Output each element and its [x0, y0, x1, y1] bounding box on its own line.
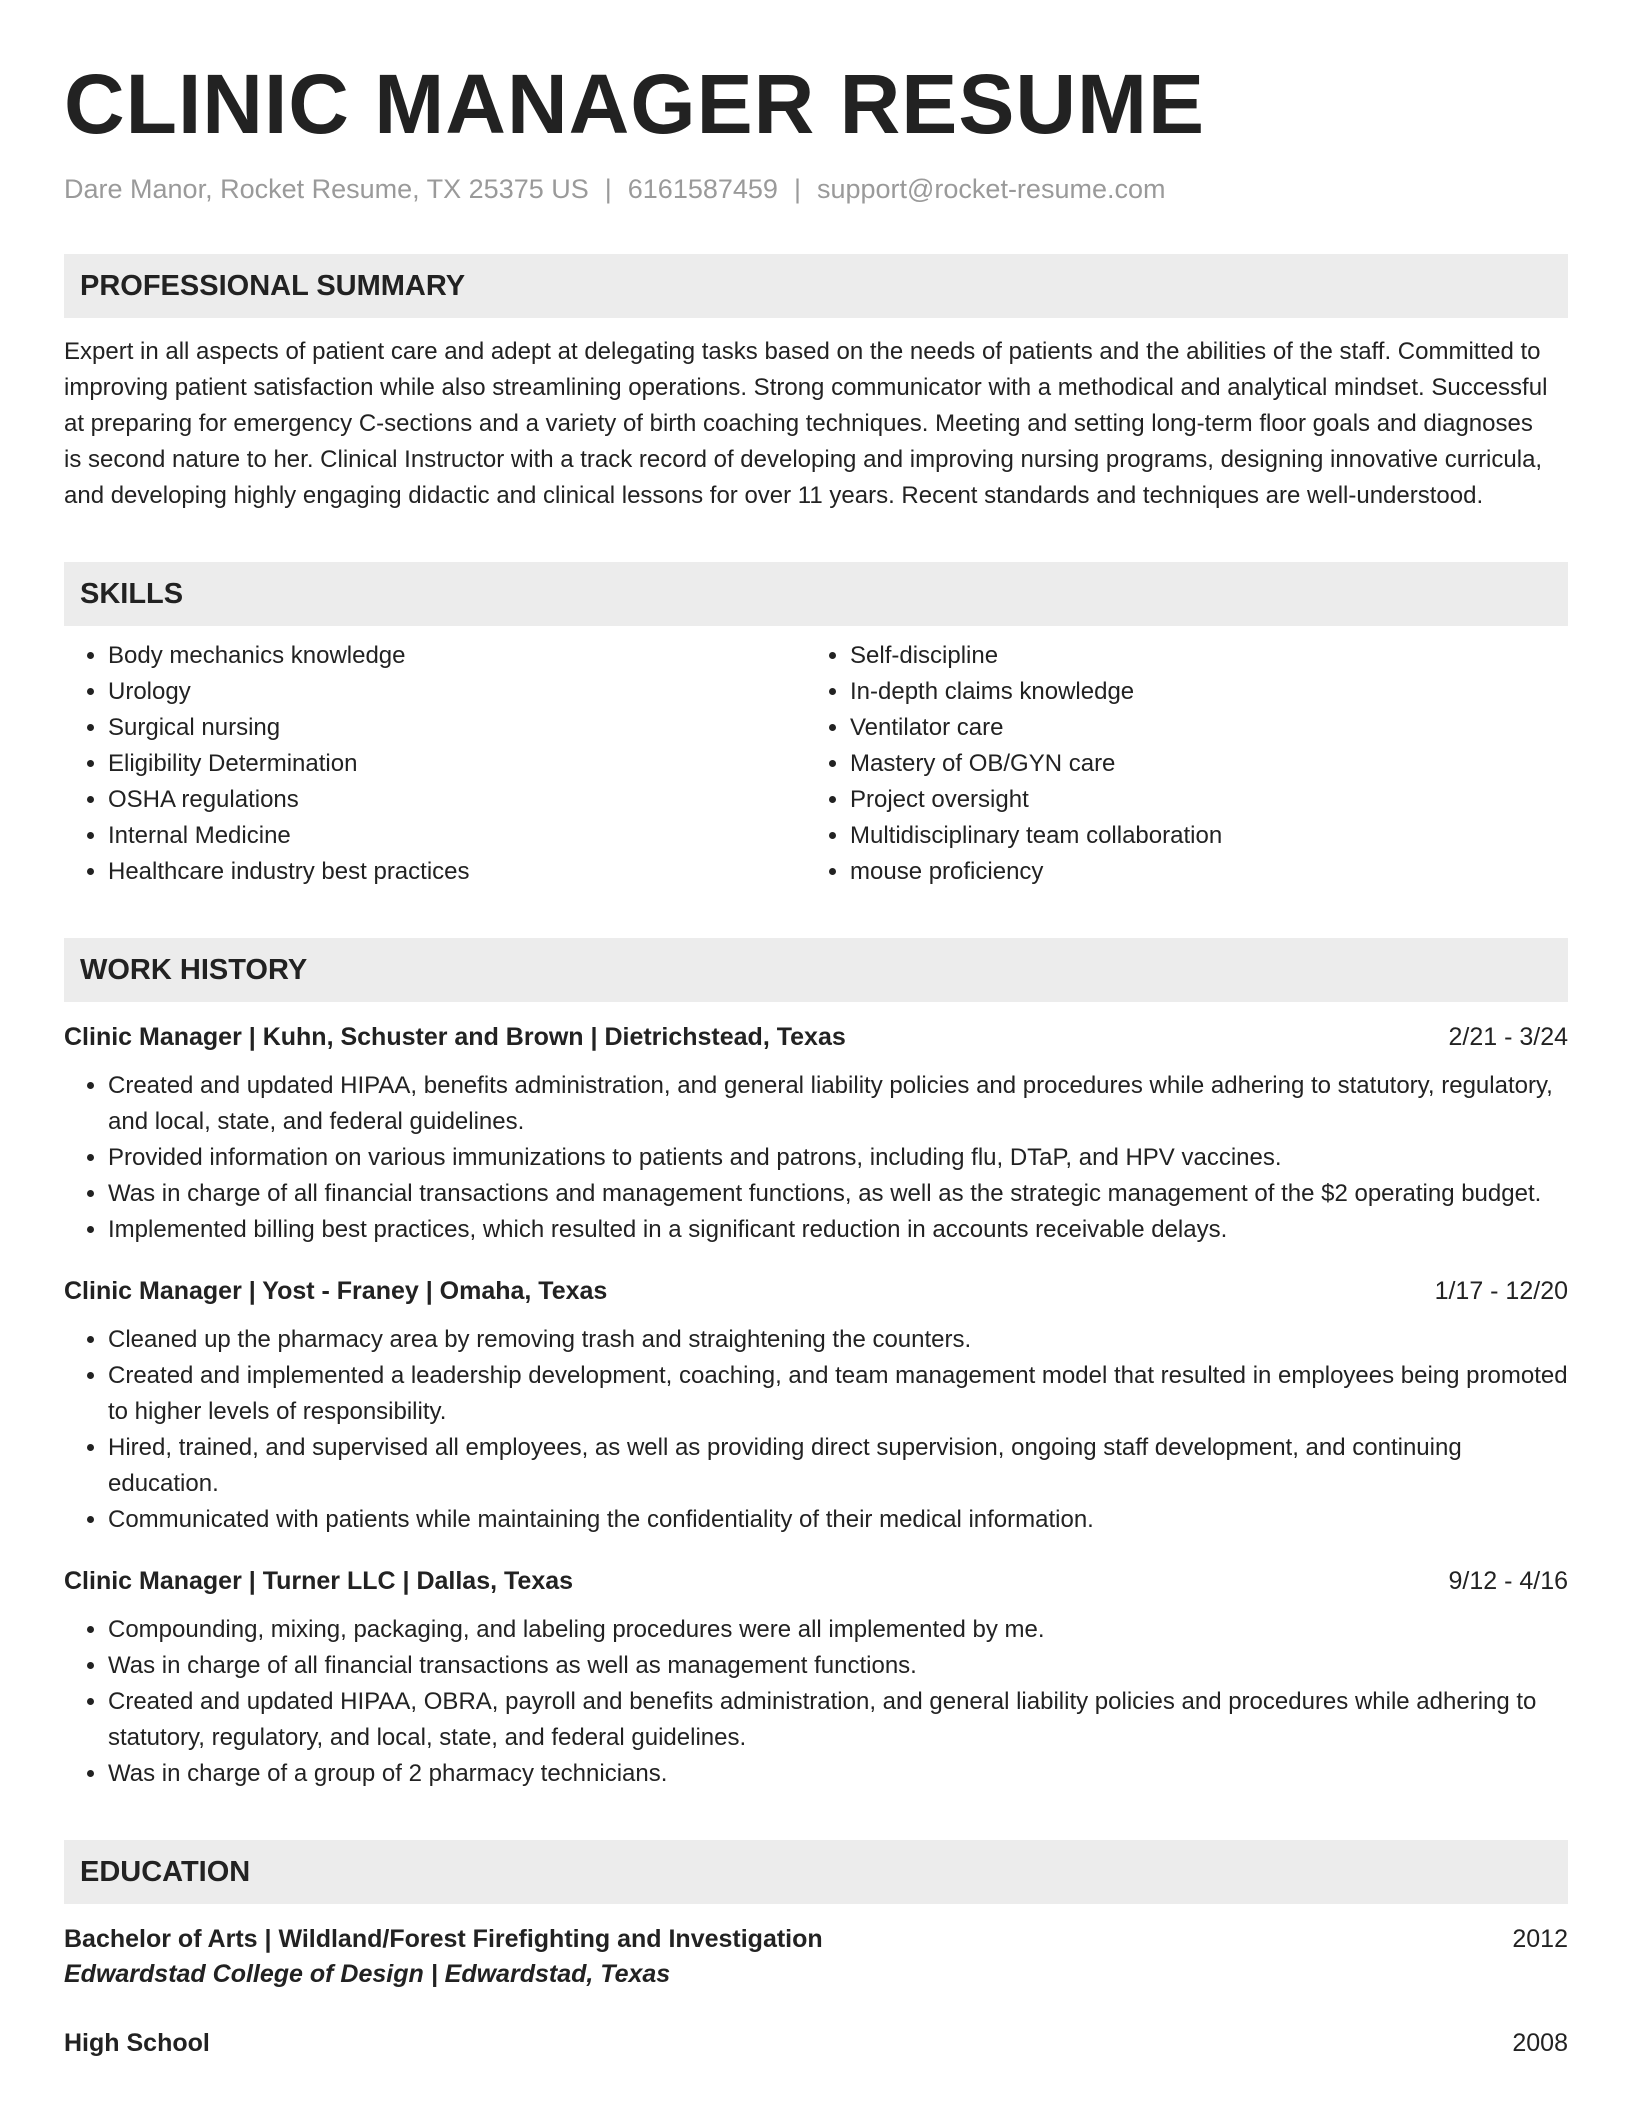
job-bullet: • Cleaned up the pharmacy area by removing trash and straightening the counters. — [108, 1322, 1568, 1358]
job-entry — [64, 1274, 1568, 1538]
contact-separator: | — [793, 174, 801, 204]
contact-line — [64, 172, 1568, 206]
job-bullet: • Created and updated HIPAA, benefits administration, and general liability policies and procedures while adhering to statutory, regulatory, and local, state, and federal guidelines. — [108, 1068, 1568, 1140]
skill-item: • Internal Medicine — [108, 818, 806, 854]
job-bullets — [64, 1612, 1568, 1792]
job-bullets — [64, 1068, 1568, 1248]
section-heading-education: EDUCATION — [64, 1840, 1568, 1904]
resume-title: CLINIC MANAGER RESUME — [64, 57, 1206, 151]
job-entry — [64, 1564, 1568, 1792]
job-bullet: • Implemented billing best practices, which resulted in a significant reduction in accounts receivable delays. — [108, 1212, 1568, 1248]
education-degree: Bachelor of Arts | Wildland/Forest Firefighting and Investigation — [64, 1925, 823, 1953]
skill-item: • Self-discipline — [850, 638, 1548, 674]
skill-item: • Ventilator care — [850, 710, 1548, 746]
education-entry — [64, 2026, 1568, 2060]
skill-item: • Healthcare industry best practices — [108, 854, 806, 890]
job-bullet: • Was in charge of all financial transactions and management functions, as well as the strategic management of the $2 operating budget. — [108, 1176, 1568, 1212]
job-header — [64, 1564, 1568, 1598]
job-dates: 2/21 - 3/24 — [1448, 1023, 1568, 1051]
job-bullet: • Was in charge of all financial transactions as well as management functions. — [108, 1648, 1568, 1684]
education-year: 2008 — [1512, 2029, 1568, 2057]
contact-separator: | — [604, 174, 612, 204]
job-bullet: • Created and implemented a leadership development, coaching, and team management model that resulted in employees being promoted to higher levels of responsibility. — [108, 1358, 1568, 1430]
skill-item: • Urology — [108, 674, 806, 710]
job-title: Clinic Manager | Yost - Franey | Omaha, Texas — [64, 1277, 608, 1305]
skill-item: • OSHA regulations — [108, 782, 806, 818]
skill-item: • Body mechanics knowledge — [108, 638, 806, 674]
skill-item: • Eligibility Determination — [108, 746, 806, 782]
education-header — [64, 2026, 1568, 2060]
job-bullet: • Compounding, mixing, packaging, and labeling procedures were all implemented by me. — [108, 1612, 1568, 1648]
section-heading-summary: PROFESSIONAL SUMMARY — [64, 254, 1568, 318]
job-bullet: • Communicated with patients while maintaining the confidentiality of their medical information. — [108, 1502, 1568, 1538]
skill-item: • mouse proficiency — [850, 854, 1548, 890]
skill-item: • Surgical nursing — [108, 710, 806, 746]
job-title: Clinic Manager | Turner LLC | Dallas, Texas — [64, 1567, 574, 1595]
job-bullet: • Provided information on various immunizations to patients and patrons, including flu, DTaP, and HPV vaccines. — [108, 1140, 1568, 1176]
contact-address: Dare Manor, Rocket Resume, TX 25375 US — [64, 174, 589, 204]
education-year: 2012 — [1512, 1925, 1568, 1953]
skill-item: • Project oversight — [850, 782, 1548, 818]
job-dates: 9/12 - 4/16 — [1448, 1567, 1568, 1595]
job-bullet: • Created and updated HIPAA, OBRA, payroll and benefits administration, and general liability policies and procedures while adhering to statutory, regulatory, and local, state, and federal guidelines. — [108, 1684, 1568, 1756]
job-entry — [64, 1020, 1568, 1248]
education-degree: High School — [64, 2029, 210, 2057]
skill-item: • Multidisciplinary team collaboration — [850, 818, 1548, 854]
education-school: Edwardstad College of Design | Edwardstad, Texas — [64, 1960, 671, 1988]
skills-column-right — [806, 638, 1548, 890]
skills-list — [64, 638, 1568, 890]
job-dates: 1/17 - 12/20 — [1434, 1277, 1568, 1305]
skill-item: • Mastery of OB/GYN care — [850, 746, 1548, 782]
contact-email: support@rocket-resume.com — [816, 174, 1166, 204]
skill-item: • In-depth claims knowledge — [850, 674, 1548, 710]
education-header — [64, 1922, 1568, 1956]
contact-phone: 6161587459 — [627, 174, 778, 204]
job-bullet: • Was in charge of a group of 2 pharmacy technicians. — [108, 1756, 1568, 1792]
job-header — [64, 1020, 1568, 1054]
job-header — [64, 1274, 1568, 1308]
section-heading-skills: SKILLS — [64, 562, 1568, 626]
education-entry — [64, 1922, 1568, 1992]
section-heading-work: WORK HISTORY — [64, 938, 1568, 1002]
skills-column-left — [64, 638, 806, 890]
job-title: Clinic Manager | Kuhn, Schuster and Brown | Dietrichstead, Texas — [64, 1023, 846, 1051]
job-bullets — [64, 1322, 1568, 1538]
summary-text: Expert in all aspects of patient care and adept at delegating tasks based on the needs of patients and the abilities of the staff. Committed to improving patient satisfaction while also streamlining operations. Strong communicator with a methodical and analytical mindset. Successful at preparing for emergency C-sections and a variety of birth coaching techniques. Meeting and setting long-term floor goals and diagnoses is second nature to her. Clinical Instructor with a track record of developing and improving nursing programs, designing innovative curricula, and developing highly engaging didactic and clinical lessons for over 11 years. Recent standards and techniques are well-understood. — [64, 338, 1548, 509]
job-bullet: • Hired, trained, and supervised all employees, as well as providing direct supervision, ongoing staff development, and continuing education. — [108, 1430, 1568, 1502]
